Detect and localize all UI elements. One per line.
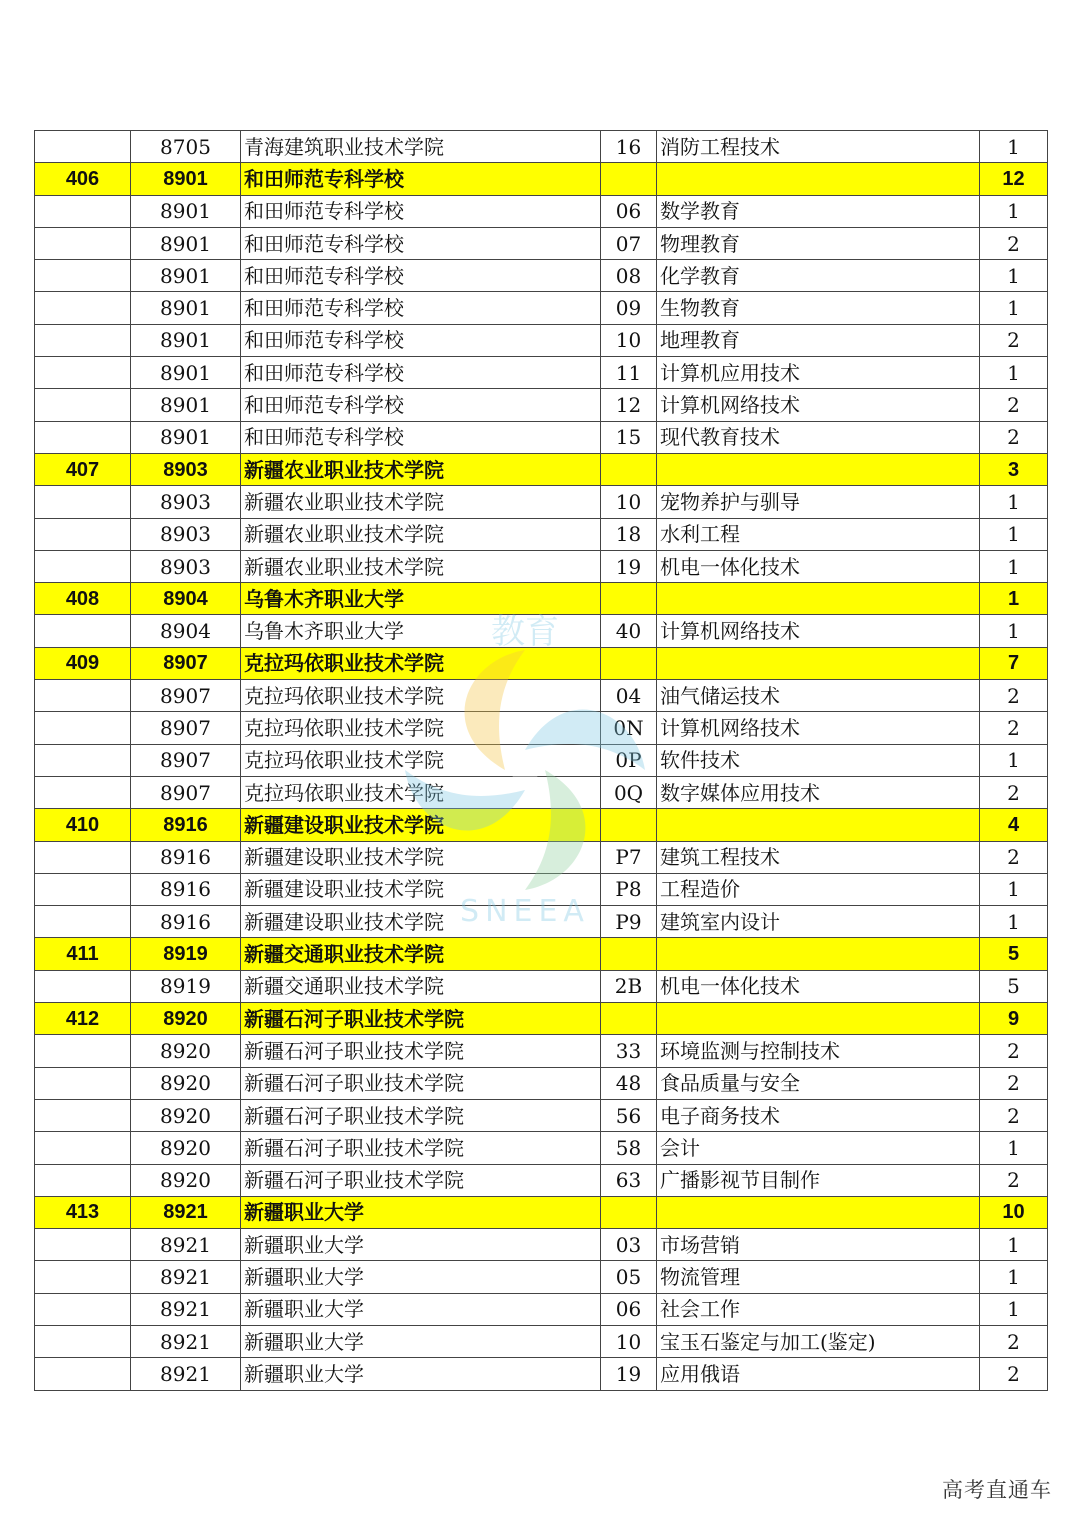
quota-count-cell: 1 xyxy=(980,1261,1048,1293)
school-code-cell: 8901 xyxy=(131,195,241,227)
school-code-cell: 8920 xyxy=(131,1099,241,1131)
major-detail-row xyxy=(35,260,1048,292)
school-code-cell: 8901 xyxy=(131,357,241,389)
school-name-cell: 新疆石河子职业技术学院 xyxy=(241,1067,601,1099)
major-detail-row xyxy=(35,1325,1048,1357)
school-code-cell: 8901 xyxy=(131,421,241,453)
seq-cell xyxy=(35,841,131,873)
seq-cell xyxy=(35,1132,131,1164)
school-name-cell: 乌鲁木齐职业大学 xyxy=(241,615,601,647)
major-code-cell: 58 xyxy=(601,1132,657,1164)
footer-brand: 高考直通车 xyxy=(942,1478,1052,1502)
school-code-cell: 8916 xyxy=(131,873,241,905)
major-name-cell: 广播影视节目制作 xyxy=(657,1164,980,1196)
seq-cell xyxy=(35,421,131,453)
seq-cell xyxy=(35,324,131,356)
seq-cell xyxy=(35,195,131,227)
school-code-cell: 8904 xyxy=(131,615,241,647)
quota-count-cell: 2 xyxy=(980,1099,1048,1131)
quota-count-cell: 5 xyxy=(980,970,1048,1002)
major-code-cell: 40 xyxy=(601,615,657,647)
school-name-cell: 新疆职业大学 xyxy=(241,1229,601,1261)
seq-cell: 412 xyxy=(35,1003,131,1035)
school-name-cell: 新疆交通职业技术学院 xyxy=(241,970,601,1002)
seq-cell xyxy=(35,260,131,292)
seq-cell xyxy=(35,680,131,712)
major-detail-row xyxy=(35,1067,1048,1099)
quota-count-cell: 1 xyxy=(980,615,1048,647)
major-code-cell: P8 xyxy=(601,873,657,905)
school-name-cell: 和田师范专科学校 xyxy=(241,260,601,292)
school-summary-row xyxy=(35,1003,1048,1035)
school-name-cell: 和田师范专科学校 xyxy=(241,324,601,356)
quota-count-cell: 2 xyxy=(980,1164,1048,1196)
major-name-cell: 计算机应用技术 xyxy=(657,357,980,389)
quota-count-cell: 2 xyxy=(980,841,1048,873)
school-code-cell: 8907 xyxy=(131,744,241,776)
major-detail-row xyxy=(35,1261,1048,1293)
school-name-cell: 新疆石河子职业技术学院 xyxy=(241,1035,601,1067)
school-name-cell: 和田师范专科学校 xyxy=(241,389,601,421)
major-detail-row xyxy=(35,389,1048,421)
major-detail-row xyxy=(35,486,1048,518)
seq-cell: 408 xyxy=(35,583,131,615)
major-name-cell: 宝玉石鉴定与加工(鉴定) xyxy=(657,1325,980,1357)
school-summary-row xyxy=(35,453,1048,485)
seq-cell xyxy=(35,1099,131,1131)
watermark-bottom-text: SNEEA xyxy=(460,894,590,929)
school-code-cell: 8901 xyxy=(131,227,241,259)
school-code-cell: 8901 xyxy=(131,389,241,421)
quota-count-cell: 1 xyxy=(980,195,1048,227)
quota-count-cell: 1 xyxy=(980,131,1048,163)
major-name-cell: 工程造价 xyxy=(657,873,980,905)
seq-cell xyxy=(35,970,131,1002)
major-name-cell: 环境监测与控制技术 xyxy=(657,1035,980,1067)
major-name-cell xyxy=(657,809,980,841)
school-summary-row xyxy=(35,938,1048,970)
school-name-cell: 新疆交通职业技术学院 xyxy=(241,938,601,970)
school-name-cell: 和田师范专科学校 xyxy=(241,163,601,195)
major-name-cell: 宠物养护与驯导 xyxy=(657,486,980,518)
school-name-cell: 克拉玛依职业技术学院 xyxy=(241,680,601,712)
seq-cell xyxy=(35,1293,131,1325)
major-detail-row xyxy=(35,518,1048,550)
major-code-cell: 0Q xyxy=(601,776,657,808)
major-detail-row xyxy=(35,841,1048,873)
quota-count-cell: 1 xyxy=(980,486,1048,518)
major-detail-row xyxy=(35,1132,1048,1164)
school-code-cell: 8920 xyxy=(131,1003,241,1035)
seq-cell xyxy=(35,389,131,421)
seq-cell xyxy=(35,292,131,324)
major-name-cell: 市场营销 xyxy=(657,1229,980,1261)
major-code-cell: 48 xyxy=(601,1067,657,1099)
seq-cell: 410 xyxy=(35,809,131,841)
school-code-cell: 8907 xyxy=(131,776,241,808)
school-code-cell: 8921 xyxy=(131,1325,241,1357)
school-code-cell: 8904 xyxy=(131,583,241,615)
major-code-cell: 08 xyxy=(601,260,657,292)
major-code-cell: 56 xyxy=(601,1099,657,1131)
quota-count-cell: 2 xyxy=(980,712,1048,744)
major-code-cell: 05 xyxy=(601,1261,657,1293)
major-code-cell xyxy=(601,647,657,679)
major-code-cell: 0P xyxy=(601,744,657,776)
major-name-cell: 生物教育 xyxy=(657,292,980,324)
quota-count-cell: 1 xyxy=(980,357,1048,389)
major-detail-row xyxy=(35,195,1048,227)
seq-cell: 407 xyxy=(35,453,131,485)
school-code-cell: 8901 xyxy=(131,163,241,195)
school-name-cell: 克拉玛依职业技术学院 xyxy=(241,744,601,776)
seq-cell xyxy=(35,776,131,808)
school-code-cell: 8919 xyxy=(131,938,241,970)
school-code-cell: 8903 xyxy=(131,486,241,518)
seq-cell xyxy=(35,712,131,744)
major-code-cell: 19 xyxy=(601,550,657,582)
major-detail-row xyxy=(35,744,1048,776)
seq-cell xyxy=(35,1164,131,1196)
major-code-cell xyxy=(601,163,657,195)
seq-cell xyxy=(35,1229,131,1261)
quota-count-cell: 2 xyxy=(980,421,1048,453)
major-name-cell xyxy=(657,453,980,485)
quota-count-cell: 3 xyxy=(980,453,1048,485)
major-name-cell: 消防工程技术 xyxy=(657,131,980,163)
major-name-cell: 应用俄语 xyxy=(657,1358,980,1390)
quota-count-cell: 1 xyxy=(980,1293,1048,1325)
quota-count-cell: 4 xyxy=(980,809,1048,841)
school-code-cell: 8907 xyxy=(131,712,241,744)
major-code-cell: 18 xyxy=(601,518,657,550)
school-code-cell: 8901 xyxy=(131,292,241,324)
school-name-cell: 新疆农业职业技术学院 xyxy=(241,453,601,485)
seq-cell xyxy=(35,906,131,938)
quota-count-cell: 1 xyxy=(980,260,1048,292)
major-name-cell: 食品质量与安全 xyxy=(657,1067,980,1099)
quota-count-cell: 1 xyxy=(980,292,1048,324)
major-detail-row xyxy=(35,227,1048,259)
quota-count-cell: 12 xyxy=(980,163,1048,195)
major-code-cell: 19 xyxy=(601,1358,657,1390)
major-code-cell: 63 xyxy=(601,1164,657,1196)
major-name-cell xyxy=(657,163,980,195)
school-code-cell: 8907 xyxy=(131,680,241,712)
quota-count-cell: 2 xyxy=(980,389,1048,421)
major-detail-row xyxy=(35,421,1048,453)
school-name-cell: 新疆农业职业技术学院 xyxy=(241,518,601,550)
major-detail-row xyxy=(35,776,1048,808)
school-name-cell: 和田师范专科学校 xyxy=(241,292,601,324)
seq-cell xyxy=(35,357,131,389)
major-name-cell: 物理教育 xyxy=(657,227,980,259)
quota-count-cell: 1 xyxy=(980,518,1048,550)
major-code-cell: P9 xyxy=(601,906,657,938)
major-detail-row xyxy=(35,1229,1048,1261)
school-name-cell: 新疆石河子职业技术学院 xyxy=(241,1003,601,1035)
quota-count-cell: 9 xyxy=(980,1003,1048,1035)
major-code-cell: P7 xyxy=(601,841,657,873)
seq-cell xyxy=(35,227,131,259)
seq-cell xyxy=(35,1358,131,1390)
school-name-cell: 和田师范专科学校 xyxy=(241,421,601,453)
major-detail-row xyxy=(35,680,1048,712)
major-code-cell: 12 xyxy=(601,389,657,421)
enrollment-table xyxy=(34,130,1048,1391)
school-name-cell: 新疆职业大学 xyxy=(241,1325,601,1357)
major-name-cell: 数字媒体应用技术 xyxy=(657,776,980,808)
seq-cell: 409 xyxy=(35,647,131,679)
quota-count-cell: 5 xyxy=(980,938,1048,970)
major-code-cell: 0N xyxy=(601,712,657,744)
school-name-cell: 新疆职业大学 xyxy=(241,1196,601,1228)
quota-count-cell: 2 xyxy=(980,1358,1048,1390)
major-code-cell: 04 xyxy=(601,680,657,712)
major-code-cell xyxy=(601,1003,657,1035)
major-name-cell: 水利工程 xyxy=(657,518,980,550)
major-name-cell: 机电一体化技术 xyxy=(657,970,980,1002)
school-name-cell: 新疆建设职业技术学院 xyxy=(241,906,601,938)
major-detail-row xyxy=(35,550,1048,582)
major-detail-row xyxy=(35,873,1048,905)
major-code-cell xyxy=(601,809,657,841)
major-name-cell xyxy=(657,1196,980,1228)
major-code-cell xyxy=(601,938,657,970)
school-code-cell: 8921 xyxy=(131,1293,241,1325)
school-name-cell: 新疆建设职业技术学院 xyxy=(241,841,601,873)
school-code-cell: 8920 xyxy=(131,1132,241,1164)
school-summary-row xyxy=(35,809,1048,841)
school-name-cell: 和田师范专科学校 xyxy=(241,357,601,389)
school-code-cell: 8920 xyxy=(131,1067,241,1099)
major-name-cell: 油气储运技术 xyxy=(657,680,980,712)
school-code-cell: 8921 xyxy=(131,1229,241,1261)
seq-cell xyxy=(35,550,131,582)
seq-cell: 413 xyxy=(35,1196,131,1228)
major-detail-row xyxy=(35,1035,1048,1067)
major-name-cell: 计算机网络技术 xyxy=(657,712,980,744)
major-code-cell: 07 xyxy=(601,227,657,259)
seq-cell xyxy=(35,615,131,647)
school-name-cell: 新疆建设职业技术学院 xyxy=(241,809,601,841)
seq-cell xyxy=(35,1067,131,1099)
major-code-cell xyxy=(601,583,657,615)
major-detail-row xyxy=(35,906,1048,938)
major-name-cell xyxy=(657,647,980,679)
major-code-cell: 06 xyxy=(601,1293,657,1325)
major-detail-row xyxy=(35,712,1048,744)
school-name-cell: 克拉玛依职业技术学院 xyxy=(241,776,601,808)
school-code-cell: 8916 xyxy=(131,809,241,841)
major-detail-row xyxy=(35,970,1048,1002)
major-detail-row xyxy=(35,292,1048,324)
major-code-cell xyxy=(601,1196,657,1228)
quota-count-cell: 2 xyxy=(980,227,1048,259)
major-name-cell: 社会工作 xyxy=(657,1293,980,1325)
major-code-cell: 11 xyxy=(601,357,657,389)
school-code-cell: 8903 xyxy=(131,550,241,582)
seq-cell xyxy=(35,131,131,163)
school-name-cell: 新疆职业大学 xyxy=(241,1261,601,1293)
quota-count-cell: 7 xyxy=(980,647,1048,679)
quota-count-cell: 1 xyxy=(980,906,1048,938)
major-name-cell: 物流管理 xyxy=(657,1261,980,1293)
school-code-cell: 8705 xyxy=(131,131,241,163)
major-code-cell: 03 xyxy=(601,1229,657,1261)
school-name-cell: 克拉玛依职业技术学院 xyxy=(241,647,601,679)
school-summary-row xyxy=(35,647,1048,679)
major-code-cell xyxy=(601,453,657,485)
school-name-cell: 乌鲁木齐职业大学 xyxy=(241,583,601,615)
major-detail-row xyxy=(35,324,1048,356)
school-code-cell: 8920 xyxy=(131,1164,241,1196)
major-detail-row xyxy=(35,1293,1048,1325)
school-name-cell: 新疆农业职业技术学院 xyxy=(241,550,601,582)
school-code-cell: 8916 xyxy=(131,841,241,873)
major-name-cell: 会计 xyxy=(657,1132,980,1164)
school-name-cell: 新疆建设职业技术学院 xyxy=(241,873,601,905)
major-name-cell: 软件技术 xyxy=(657,744,980,776)
school-code-cell: 8921 xyxy=(131,1196,241,1228)
school-code-cell: 8920 xyxy=(131,1035,241,1067)
major-code-cell: 16 xyxy=(601,131,657,163)
major-code-cell: 09 xyxy=(601,292,657,324)
seq-cell xyxy=(35,1325,131,1357)
major-name-cell xyxy=(657,938,980,970)
school-name-cell: 新疆石河子职业技术学院 xyxy=(241,1132,601,1164)
school-name-cell: 新疆农业职业技术学院 xyxy=(241,486,601,518)
quota-count-cell: 2 xyxy=(980,324,1048,356)
school-summary-row xyxy=(35,1196,1048,1228)
school-code-cell: 8921 xyxy=(131,1261,241,1293)
school-name-cell: 新疆职业大学 xyxy=(241,1358,601,1390)
quota-count-cell: 10 xyxy=(980,1196,1048,1228)
school-code-cell: 8903 xyxy=(131,453,241,485)
school-name-cell: 和田师范专科学校 xyxy=(241,227,601,259)
school-code-cell: 8916 xyxy=(131,906,241,938)
quota-count-cell: 1 xyxy=(980,744,1048,776)
quota-count-cell: 1 xyxy=(980,550,1048,582)
school-code-cell: 8901 xyxy=(131,260,241,292)
seq-cell: 411 xyxy=(35,938,131,970)
major-name-cell xyxy=(657,583,980,615)
school-code-cell: 8907 xyxy=(131,647,241,679)
school-code-cell: 8921 xyxy=(131,1358,241,1390)
quota-count-cell: 2 xyxy=(980,776,1048,808)
major-detail-row xyxy=(35,615,1048,647)
quota-count-cell: 2 xyxy=(980,1067,1048,1099)
seq-cell: 406 xyxy=(35,163,131,195)
major-name-cell: 电子商务技术 xyxy=(657,1099,980,1131)
major-code-cell: 15 xyxy=(601,421,657,453)
quota-count-cell: 1 xyxy=(980,583,1048,615)
quota-count-cell: 1 xyxy=(980,1229,1048,1261)
major-code-cell: 33 xyxy=(601,1035,657,1067)
school-name-cell: 青海建筑职业技术学院 xyxy=(241,131,601,163)
school-summary-row xyxy=(35,583,1048,615)
school-code-cell: 8903 xyxy=(131,518,241,550)
major-name-cell: 化学教育 xyxy=(657,260,980,292)
major-name-cell: 建筑工程技术 xyxy=(657,841,980,873)
school-code-cell: 8919 xyxy=(131,970,241,1002)
major-code-cell: 10 xyxy=(601,486,657,518)
quota-count-cell: 2 xyxy=(980,1325,1048,1357)
seq-cell xyxy=(35,1035,131,1067)
major-name-cell: 建筑室内设计 xyxy=(657,906,980,938)
major-name-cell: 地理教育 xyxy=(657,324,980,356)
school-summary-row xyxy=(35,163,1048,195)
major-code-cell: 10 xyxy=(601,324,657,356)
major-name-cell xyxy=(657,1003,980,1035)
watermark-top-text: 教育 xyxy=(491,612,559,652)
seq-cell xyxy=(35,1261,131,1293)
school-name-cell: 和田师范专科学校 xyxy=(241,195,601,227)
school-code-cell: 8901 xyxy=(131,324,241,356)
major-code-cell: 06 xyxy=(601,195,657,227)
school-name-cell: 新疆石河子职业技术学院 xyxy=(241,1164,601,1196)
school-name-cell: 新疆职业大学 xyxy=(241,1293,601,1325)
enrollment-table-body xyxy=(35,131,1048,1391)
quota-count-cell: 2 xyxy=(980,1035,1048,1067)
quota-count-cell: 2 xyxy=(980,680,1048,712)
seq-cell xyxy=(35,744,131,776)
major-code-cell: 2B xyxy=(601,970,657,1002)
quota-count-cell: 1 xyxy=(980,873,1048,905)
seq-cell xyxy=(35,486,131,518)
school-name-cell: 新疆石河子职业技术学院 xyxy=(241,1099,601,1131)
major-code-cell: 10 xyxy=(601,1325,657,1357)
major-name-cell: 现代教育技术 xyxy=(657,421,980,453)
seq-cell xyxy=(35,873,131,905)
major-detail-row xyxy=(35,357,1048,389)
major-detail-row xyxy=(35,1099,1048,1131)
school-name-cell: 克拉玛依职业技术学院 xyxy=(241,712,601,744)
quota-count-cell: 1 xyxy=(980,1132,1048,1164)
major-detail-row xyxy=(35,131,1048,163)
seq-cell xyxy=(35,518,131,550)
major-detail-row xyxy=(35,1164,1048,1196)
major-name-cell: 数学教育 xyxy=(657,195,980,227)
major-detail-row xyxy=(35,1358,1048,1390)
major-name-cell: 计算机网络技术 xyxy=(657,389,980,421)
major-name-cell: 机电一体化技术 xyxy=(657,550,980,582)
major-name-cell: 计算机网络技术 xyxy=(657,615,980,647)
